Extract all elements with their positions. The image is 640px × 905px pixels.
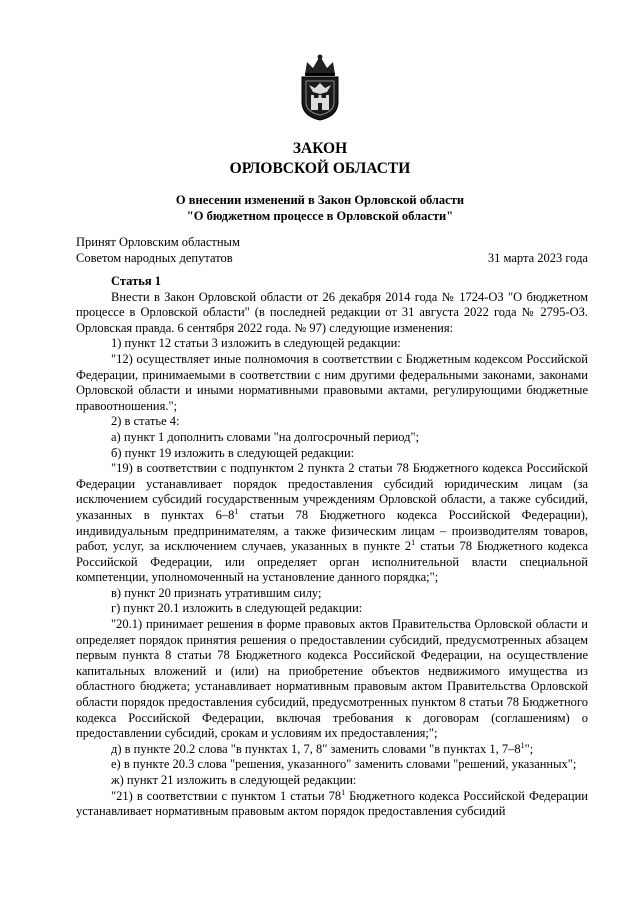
paragraph-text: Бюджетного кодекса Российской Федерации устанавливает нормативным правовым актом порядок предоставления субсидий (76, 788, 588, 819)
paragraph: б) пункт 19 изложить в следующей редакции: (111, 445, 355, 460)
paragraph (76, 789, 588, 820)
paragraph (76, 742, 588, 758)
superscript: 1 (341, 787, 346, 797)
subtitle-line2: "О бюджетном процессе в Орловской области" (186, 209, 454, 223)
paragraph: а) пункт 1 дополнить словами "на долгосрочный период"; (111, 429, 420, 444)
paragraph: ж) пункт 21 изложить в следующей редакции: (111, 773, 357, 787)
document-body (76, 270, 588, 820)
document-title-line1: ЗАКОН (292, 140, 348, 157)
adoption-line2: Советом народных депутатов (76, 251, 233, 265)
paragraph: 1) пункт 12 статьи 3 изложить в следующей редакции: (111, 336, 401, 351)
paragraph-text: статьи 78 Бюджетного кодекса Российской Федерации), индивидуальным предпринимателям, а также физическим лицам – производителям товаров, работ, услуг, за исключением случаев, указанных в пункте 2 (76, 507, 588, 554)
paragraph-text: статьи 78 Бюджетного кодекса Российской Федерации, или определяет орган исполнительной власти специальной компетенции, уполномоченный на установление данного порядка;"; (76, 539, 589, 585)
superscript: 1 (520, 740, 525, 750)
adoption-line1: Принят Орловским областным (76, 235, 240, 249)
paragraph-text: "21) в соответствии с пунктом 1 статьи 78 (111, 788, 342, 803)
document-title-line2: ОРЛОВСКОЙ ОБЛАСТИ (229, 160, 411, 177)
paragraph: г) пункт 20.1 изложить в следующей редакции: (111, 601, 363, 616)
superscript: 1 (411, 538, 416, 548)
superscript: 1 (234, 506, 239, 516)
adoption-date: 31 марта 2023 года (487, 251, 588, 265)
paragraph: в) пункт 20 признать утратившим силу; (111, 585, 322, 600)
subtitle-line1: О внесении изменений в Закон Орловской области (175, 193, 465, 207)
article-heading: Статья 1 (111, 274, 161, 288)
paragraph-text: "; (524, 741, 534, 756)
paragraph: е) в пункте 20.3 слова "решения, указанного" заменить словами "решений, указанных"; (111, 757, 577, 772)
paragraph: 2) в статье 4: (111, 414, 180, 429)
paragraph-text: "19) в соответствии с подпунктом 2 пункта 2 статьи 78 Бюджетного кодекса Российской Федерации устанавливает порядок предоставления субсидий юридическим лицам (за исключением субсидий государственным учреждениям Орловской области, а также субсидий, указанных в пунктах 6–8 (76, 461, 588, 522)
adoption-note (76, 234, 240, 266)
paragraph (76, 461, 588, 586)
paragraph: Внести в Закон Орловской области от 26 декабря 2014 года № 1724-ОЗ "О бюджетном процессе в Орловской области" (в последней редакции от 31 августа 2022 года № 2795-ОЗ. Орловская правда. 6 сентября 2022 года. № 97) следующие изменения: (76, 289, 588, 335)
document-subtitle (0, 192, 640, 224)
paragraph: "20.1) принимает решения в форме правовых актов Правительства Орловской области и определяет порядок принятия решения о предоставлении субсидий, предусмотренных абзацем первым пункта 8 статьи 78 Бюджетного кодекса Российской Федерации, на осуществление капитальных вложений и (или) на приобретение объектов недвижимого имущества из областного бюджета; устанавливает нормативным правовым актом Правительства Орловской области порядок предоставления субсидий, предусмотренных пунктом 8 статьи 78 Бюджетного кодекса Российской Федерации, включая требования к договорам (соглашениям) о предоставлении субсидий, срокам и условиям их предоставления;"; (76, 617, 588, 741)
paragraph: "12) осуществляет иные полномочия в соответствии с Бюджетным кодексом Российской Федерации, принимаемыми в соответствии с ним другими федеральными законами, законами Орловской области и иными нормативными правовыми актами, регулирующими бюджетные правоотношения."; (76, 351, 588, 413)
paragraph-text: д) в пункте 20.2 слова "в пунктах 1, 7, 8" заменить словами "в пунктах 1, 7–8 (111, 741, 521, 756)
coat-of-arms-icon (297, 52, 343, 122)
